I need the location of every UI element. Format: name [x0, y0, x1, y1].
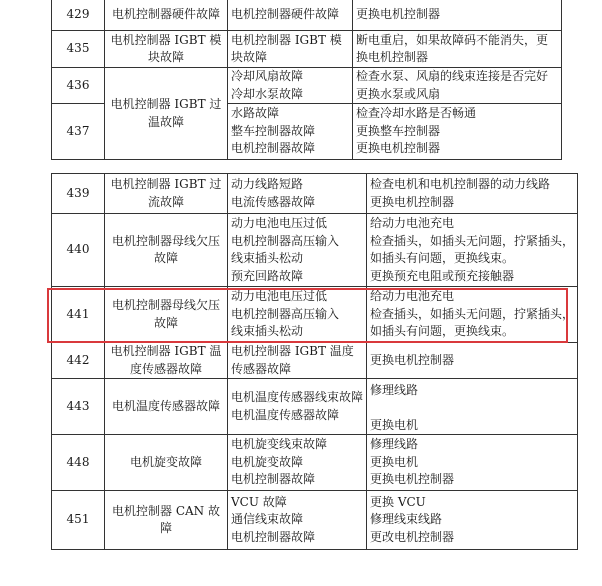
- cause-line: 动力电池电压过低: [231, 216, 328, 230]
- table-row: [52, 0, 562, 31]
- table-row: [52, 435, 578, 491]
- cause-line: 动力电池电压过低: [231, 289, 328, 304]
- action-line: 更换电机控制器: [356, 6, 441, 21]
- cause-line: 电机控制器故障: [231, 529, 316, 544]
- table-row: [52, 174, 578, 214]
- action-line: 修理线路: [370, 437, 419, 452]
- cause-line: 动力线路短路: [231, 177, 304, 191]
- fault-code: 439: [52, 174, 105, 214]
- fault-code: 437: [52, 104, 105, 160]
- action-line: 更换 VCU: [370, 494, 426, 509]
- fault-code-table-top: [51, 0, 562, 160]
- action-line: 如插头有问题，更换线束。: [370, 251, 515, 265]
- fault-cause: [228, 0, 353, 31]
- fault-code: 429: [52, 0, 105, 31]
- fault-action: [367, 343, 578, 379]
- cause-line: 线束插头松动: [231, 251, 304, 265]
- fault-code: 441: [52, 287, 105, 343]
- action-line: 更改电机控制器: [370, 529, 455, 544]
- action-line: 修理线束线路: [370, 512, 443, 527]
- cause-line: 电机控制器故障: [231, 141, 316, 156]
- fault-cause: 电机控制器 IGBT 温度传感器故障: [228, 343, 367, 379]
- fault-action: [353, 68, 562, 104]
- table-row: [52, 287, 578, 343]
- action-line: 检查插头，如插头无问题，拧紧插头，: [370, 306, 575, 321]
- fault-code: 436: [52, 68, 105, 104]
- table-row: [52, 68, 562, 104]
- table-row: [52, 31, 562, 68]
- fault-cause: [228, 287, 367, 343]
- fault-cause: [228, 68, 353, 104]
- fault-name: 电机控制器 IGBT 过温故障: [105, 68, 228, 160]
- fault-name: 电机旋变故障: [105, 435, 228, 491]
- fault-action: [367, 174, 578, 214]
- fault-cause: [228, 491, 367, 550]
- action-line: 更换预充电阻或预充接触器: [370, 268, 515, 283]
- fault-code: 435: [52, 31, 105, 68]
- fault-name: 电机控制器母线欠压故障: [105, 287, 228, 343]
- action-line: 更换整车控制器: [356, 123, 441, 138]
- fault-name: 电机控制器 IGBT 模块故障: [105, 31, 228, 68]
- cause-line: 电机旋变故障: [231, 454, 304, 469]
- fault-name: 电机控制器 IGBT 温度传感器故障: [105, 343, 228, 379]
- cause-line: 预充回路故障: [231, 268, 304, 283]
- action-line: 更换电机控制器: [370, 352, 455, 367]
- cause-line: 整车控制器故障: [231, 123, 316, 138]
- cause-line: 水路故障: [231, 106, 280, 121]
- fault-cause: [228, 104, 353, 160]
- action-line: 检查插头，如插头无问题，拧紧插头，: [370, 233, 575, 248]
- fault-cause: [228, 174, 367, 214]
- cause-line: 线束插头松动: [231, 324, 304, 339]
- cause-line: 通信线束故障: [231, 512, 304, 527]
- cause-line: 电机控制器故障: [231, 472, 316, 487]
- fault-name: 电机温度传感器故障: [105, 379, 228, 435]
- fault-cause: 电机控制器 IGBT 模块故障: [228, 31, 353, 68]
- fault-code: 443: [52, 379, 105, 435]
- action-line: 更换水泵或风扇: [356, 86, 441, 101]
- cause-line: 电机温度传感器线束故障: [231, 390, 364, 404]
- cause-line: 电机控制器高压输入: [231, 233, 340, 248]
- cause-line: 冷却风扇故障: [231, 69, 304, 83]
- action-line: 给动力电池充电: [370, 289, 455, 304]
- action-line: 更换电机控制器: [356, 141, 441, 156]
- action-line: 更换电机: [370, 454, 419, 469]
- action-line: 如插头有问题，更换线束。: [370, 324, 515, 339]
- action-line: 检查电机和电机控制器的动力线路: [370, 177, 551, 191]
- action-line: 修理线路: [370, 383, 419, 397]
- action-line: 检查水泵、风扇的线束连接是否完好: [356, 69, 549, 83]
- fault-name: 电机控制器 IGBT 过流故障: [105, 174, 228, 214]
- fault-action: [353, 104, 562, 160]
- action-line: 更换电机控制器: [370, 194, 455, 209]
- table-row: [52, 343, 578, 379]
- table-row: [52, 379, 578, 435]
- fault-code: 451: [52, 491, 105, 550]
- cause-line: 电机控制器硬件故障: [231, 6, 340, 21]
- cause-line: 电机温度传感器故障: [231, 407, 340, 422]
- action-line: 更换电机控制器: [370, 472, 455, 487]
- fault-cause: [228, 379, 367, 435]
- fault-action: [367, 287, 578, 343]
- action-line: 给动力电池充电: [370, 216, 455, 230]
- fault-action: [367, 379, 578, 435]
- cause-line: 冷却水泵故障: [231, 86, 304, 101]
- fault-action: [367, 491, 578, 550]
- fault-code: 440: [52, 214, 105, 287]
- fault-code: 448: [52, 435, 105, 491]
- fault-action: 断电重启，如果故障码不能消失，更换电机控制器: [353, 31, 562, 68]
- fault-action: [353, 0, 562, 31]
- cause-line: 电流传感器故障: [231, 194, 316, 209]
- cause-line: 电机控制器高压输入: [231, 306, 340, 321]
- action-line: 检查冷却水路是否畅通: [356, 106, 477, 121]
- fault-cause: [228, 214, 367, 287]
- fault-action: [367, 214, 578, 287]
- fault-name: 电机控制器母线欠压故障: [105, 214, 228, 287]
- table-row: [52, 214, 578, 287]
- fault-code-table-bottom: [51, 173, 578, 550]
- cause-line: VCU 故障: [231, 494, 287, 509]
- action-line: 更换电机: [370, 417, 419, 432]
- table-row: [52, 491, 578, 550]
- cause-line: 电机旋变线束故障: [231, 437, 328, 452]
- fault-name: 电机控制器 CAN 故障: [105, 491, 228, 550]
- fault-name: 电机控制器硬件故障: [105, 0, 228, 31]
- fault-code: 442: [52, 343, 105, 379]
- fault-action: [367, 435, 578, 491]
- fault-cause: [228, 435, 367, 491]
